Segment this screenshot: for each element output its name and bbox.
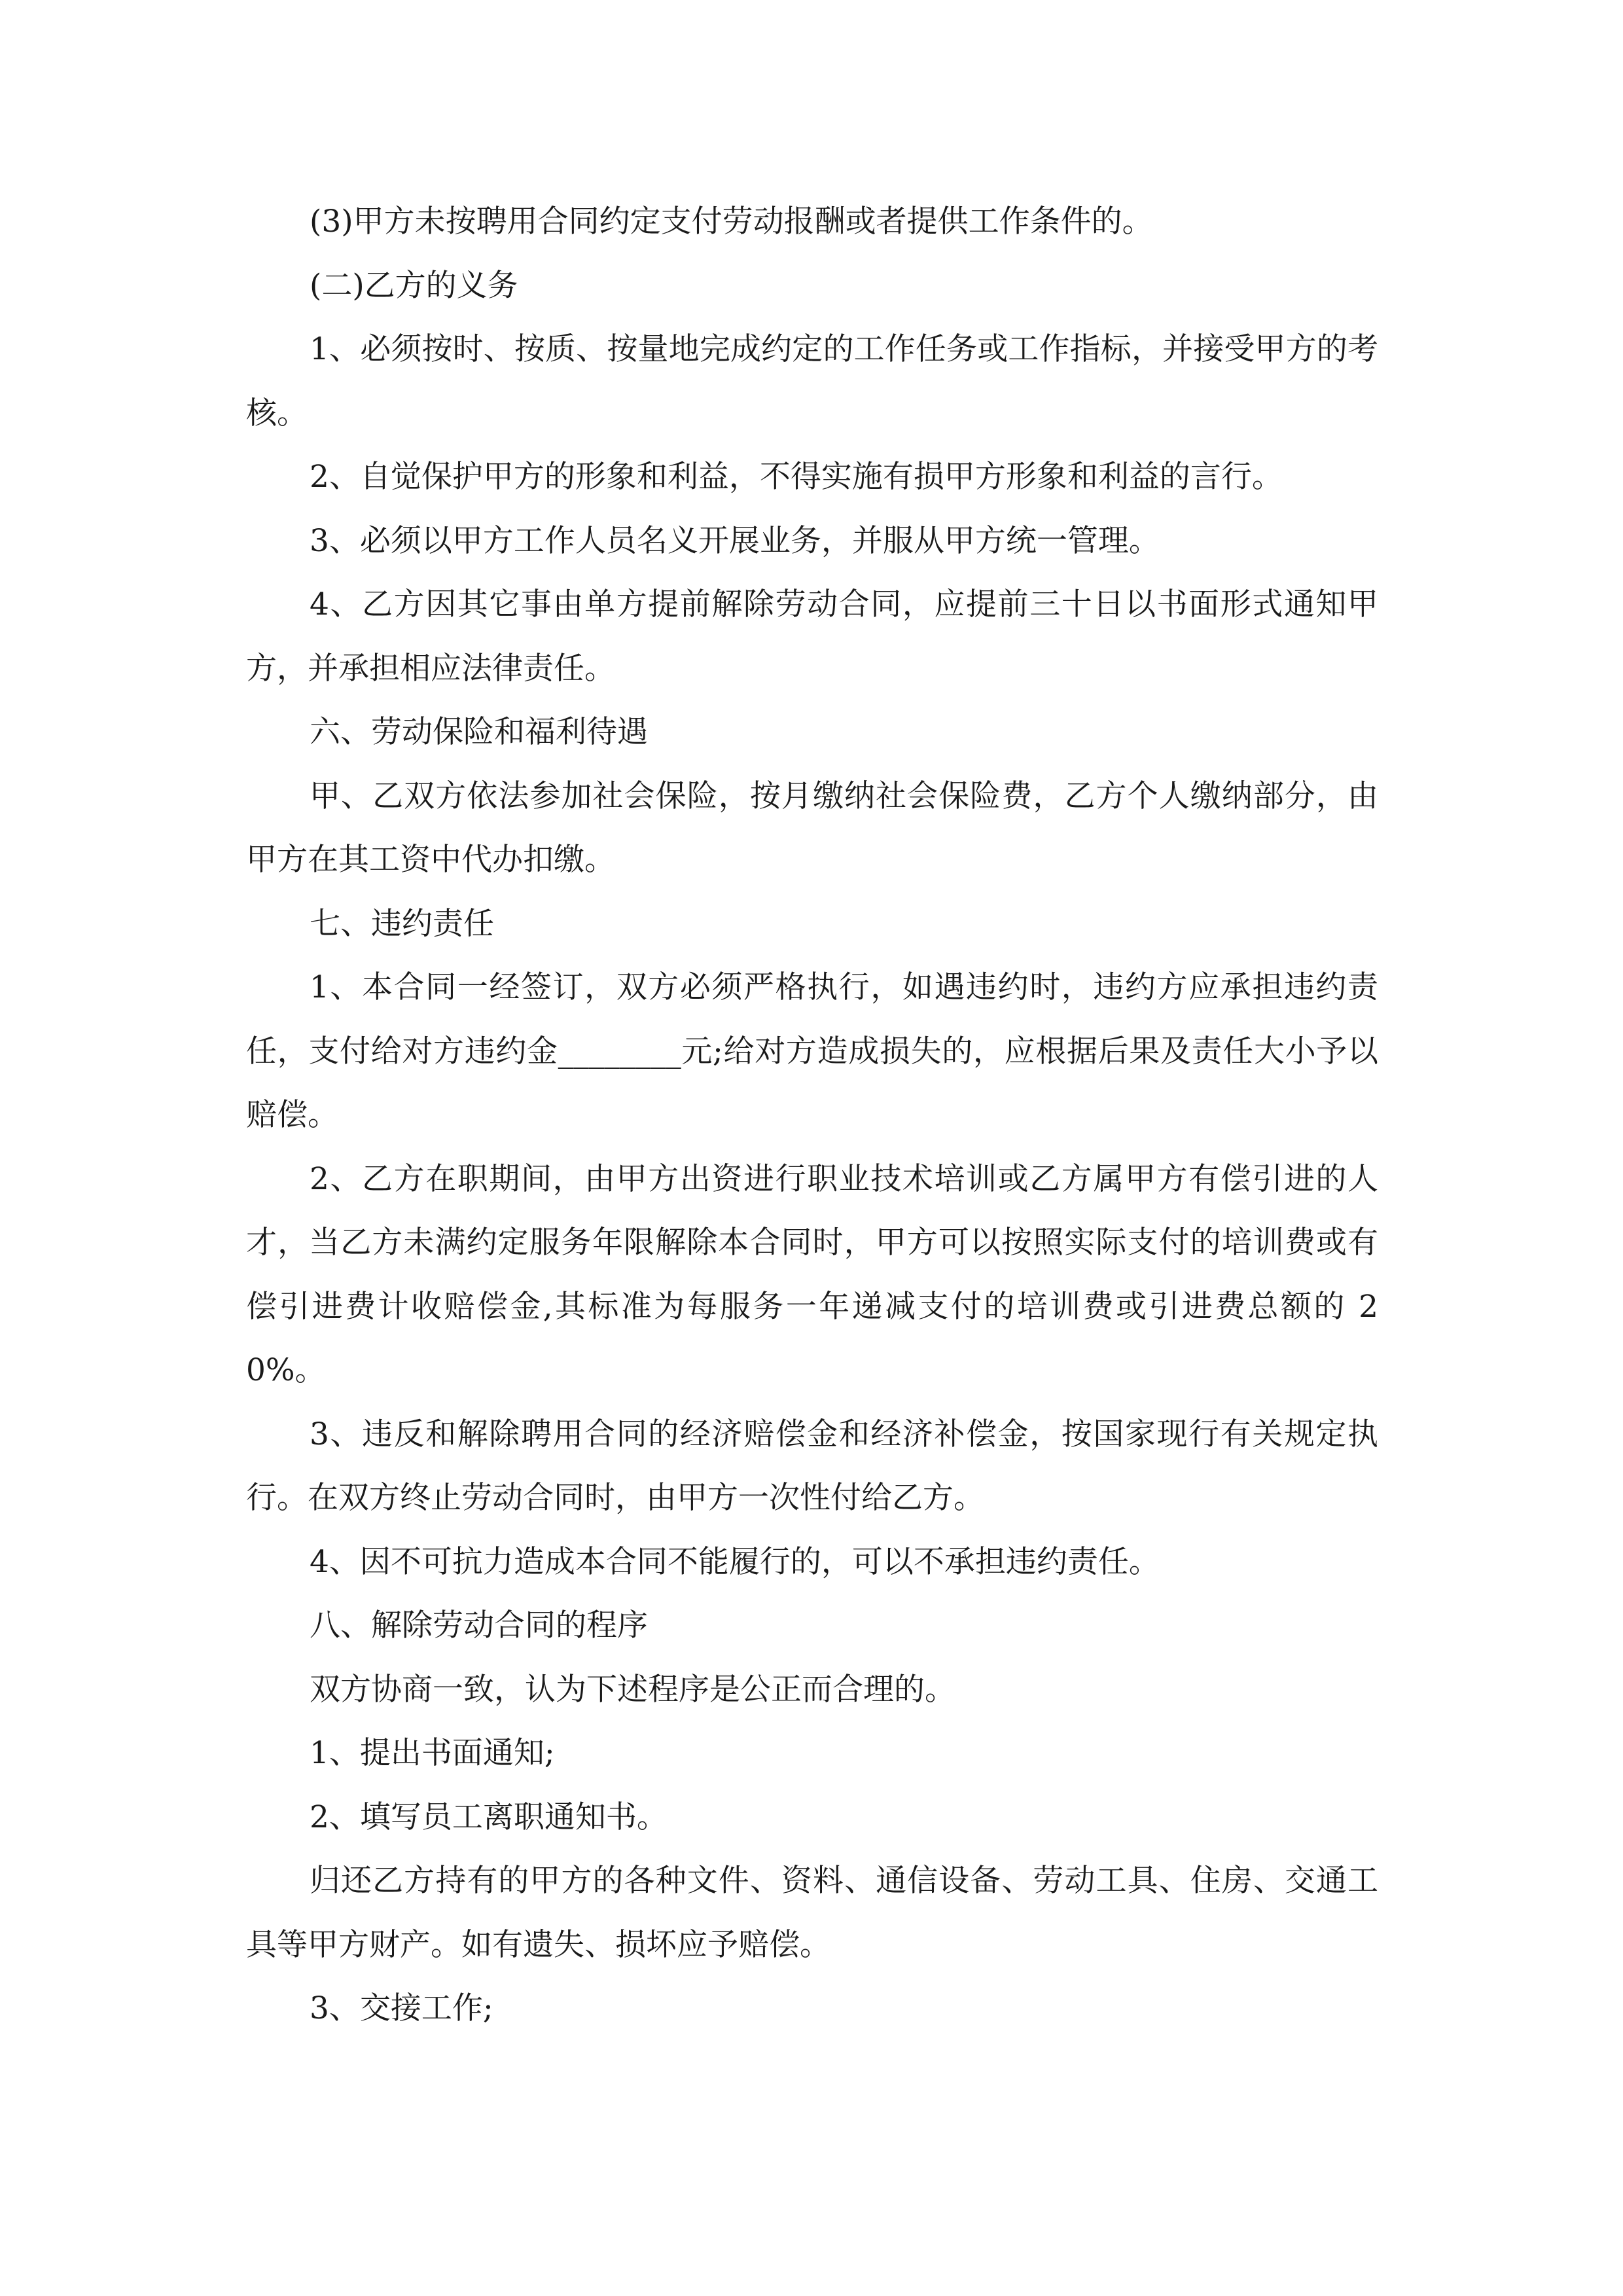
section-heading-breach-liability: 七、违约责任	[310, 905, 494, 942]
paragraph-liability-3: 3、违反和解除聘用合同的经济赔偿金和经济补偿金，按国家现行有关规定执行。在双方终止劳动合同时，由甲方一次性付给乙方。	[246, 1416, 1378, 1516]
paragraph-obligation-4: 4、乙方因其它事由单方提前解除劳动合同，应提前三十日以书面形式通知甲方，并承担相应法律责任。	[246, 586, 1378, 687]
paragraph-procedure-1: 1、提出书面通知;	[310, 1735, 555, 1771]
paragraph-social-insurance: 甲、乙双方依法参加社会保险，按月缴纳社会保险费，乙方个人缴纳部分，由甲方在其工资中代办扣缴。	[246, 778, 1378, 878]
paragraph-liability-4: 4、因不可抗力造成本合同不能履行的，可以不承担违约责任。	[310, 1543, 1160, 1580]
paragraph-unpaid-remuneration: (3)甲方未按聘用合同约定支付劳动报酬或者提供工作条件的。	[310, 204, 1153, 240]
paragraph-liability-1: 1、本合同一经签订，双方必须严格执行，如遇违约时，违约方应承担违约责任，支付给对方违约金________元;给对方造成损失的，应根据后果及责任大小予以赔偿。	[246, 969, 1378, 1133]
section-heading-insurance-benefits: 六、劳动保险和福利待遇	[310, 714, 648, 750]
paragraph-obligation-3: 3、必须以甲方工作人员名义开展业务，并服从甲方统一管理。	[310, 522, 1160, 559]
paragraph-procedure-3: 3、交接工作;	[310, 1990, 493, 2026]
paragraph-liability-2: 2、乙方在职期间，由甲方出资进行职业技术培训或乙方属甲方有偿引进的人才，当乙方未满约定服务年限解除本合同时，甲方可以按照实际支付的培训费或有偿引进费计收赔偿金,其标准为每服务一年递减支付的培训费或引进费总额的 20%。	[246, 1160, 1378, 1388]
paragraph-return-property: 归还乙方持有的甲方的各种文件、资料、通信设备、劳动工具、住房、交通工具等甲方财产。如有遗失、损坏应予赔偿。	[246, 1863, 1378, 1963]
section-heading-termination-procedure: 八、解除劳动合同的程序	[310, 1607, 648, 1643]
paragraph-procedure-2: 2、填写员工离职通知书。	[310, 1799, 668, 1835]
paragraph-obligation-1: 1、必须按时、按质、按量地完成约定的工作任务或工作指标，并接受甲方的考核。	[246, 331, 1378, 431]
document-body	[246, 190, 1378, 2041]
paragraph-procedure-intro: 双方协商一致，认为下述程序是公正而合理的。	[310, 1671, 955, 1708]
section-heading-party-b-obligations: (二)乙方的义务	[310, 267, 518, 304]
paragraph-obligation-2: 2、自觉保护甲方的形象和利益，不得实施有损甲方形象和利益的言行。	[310, 459, 1283, 495]
